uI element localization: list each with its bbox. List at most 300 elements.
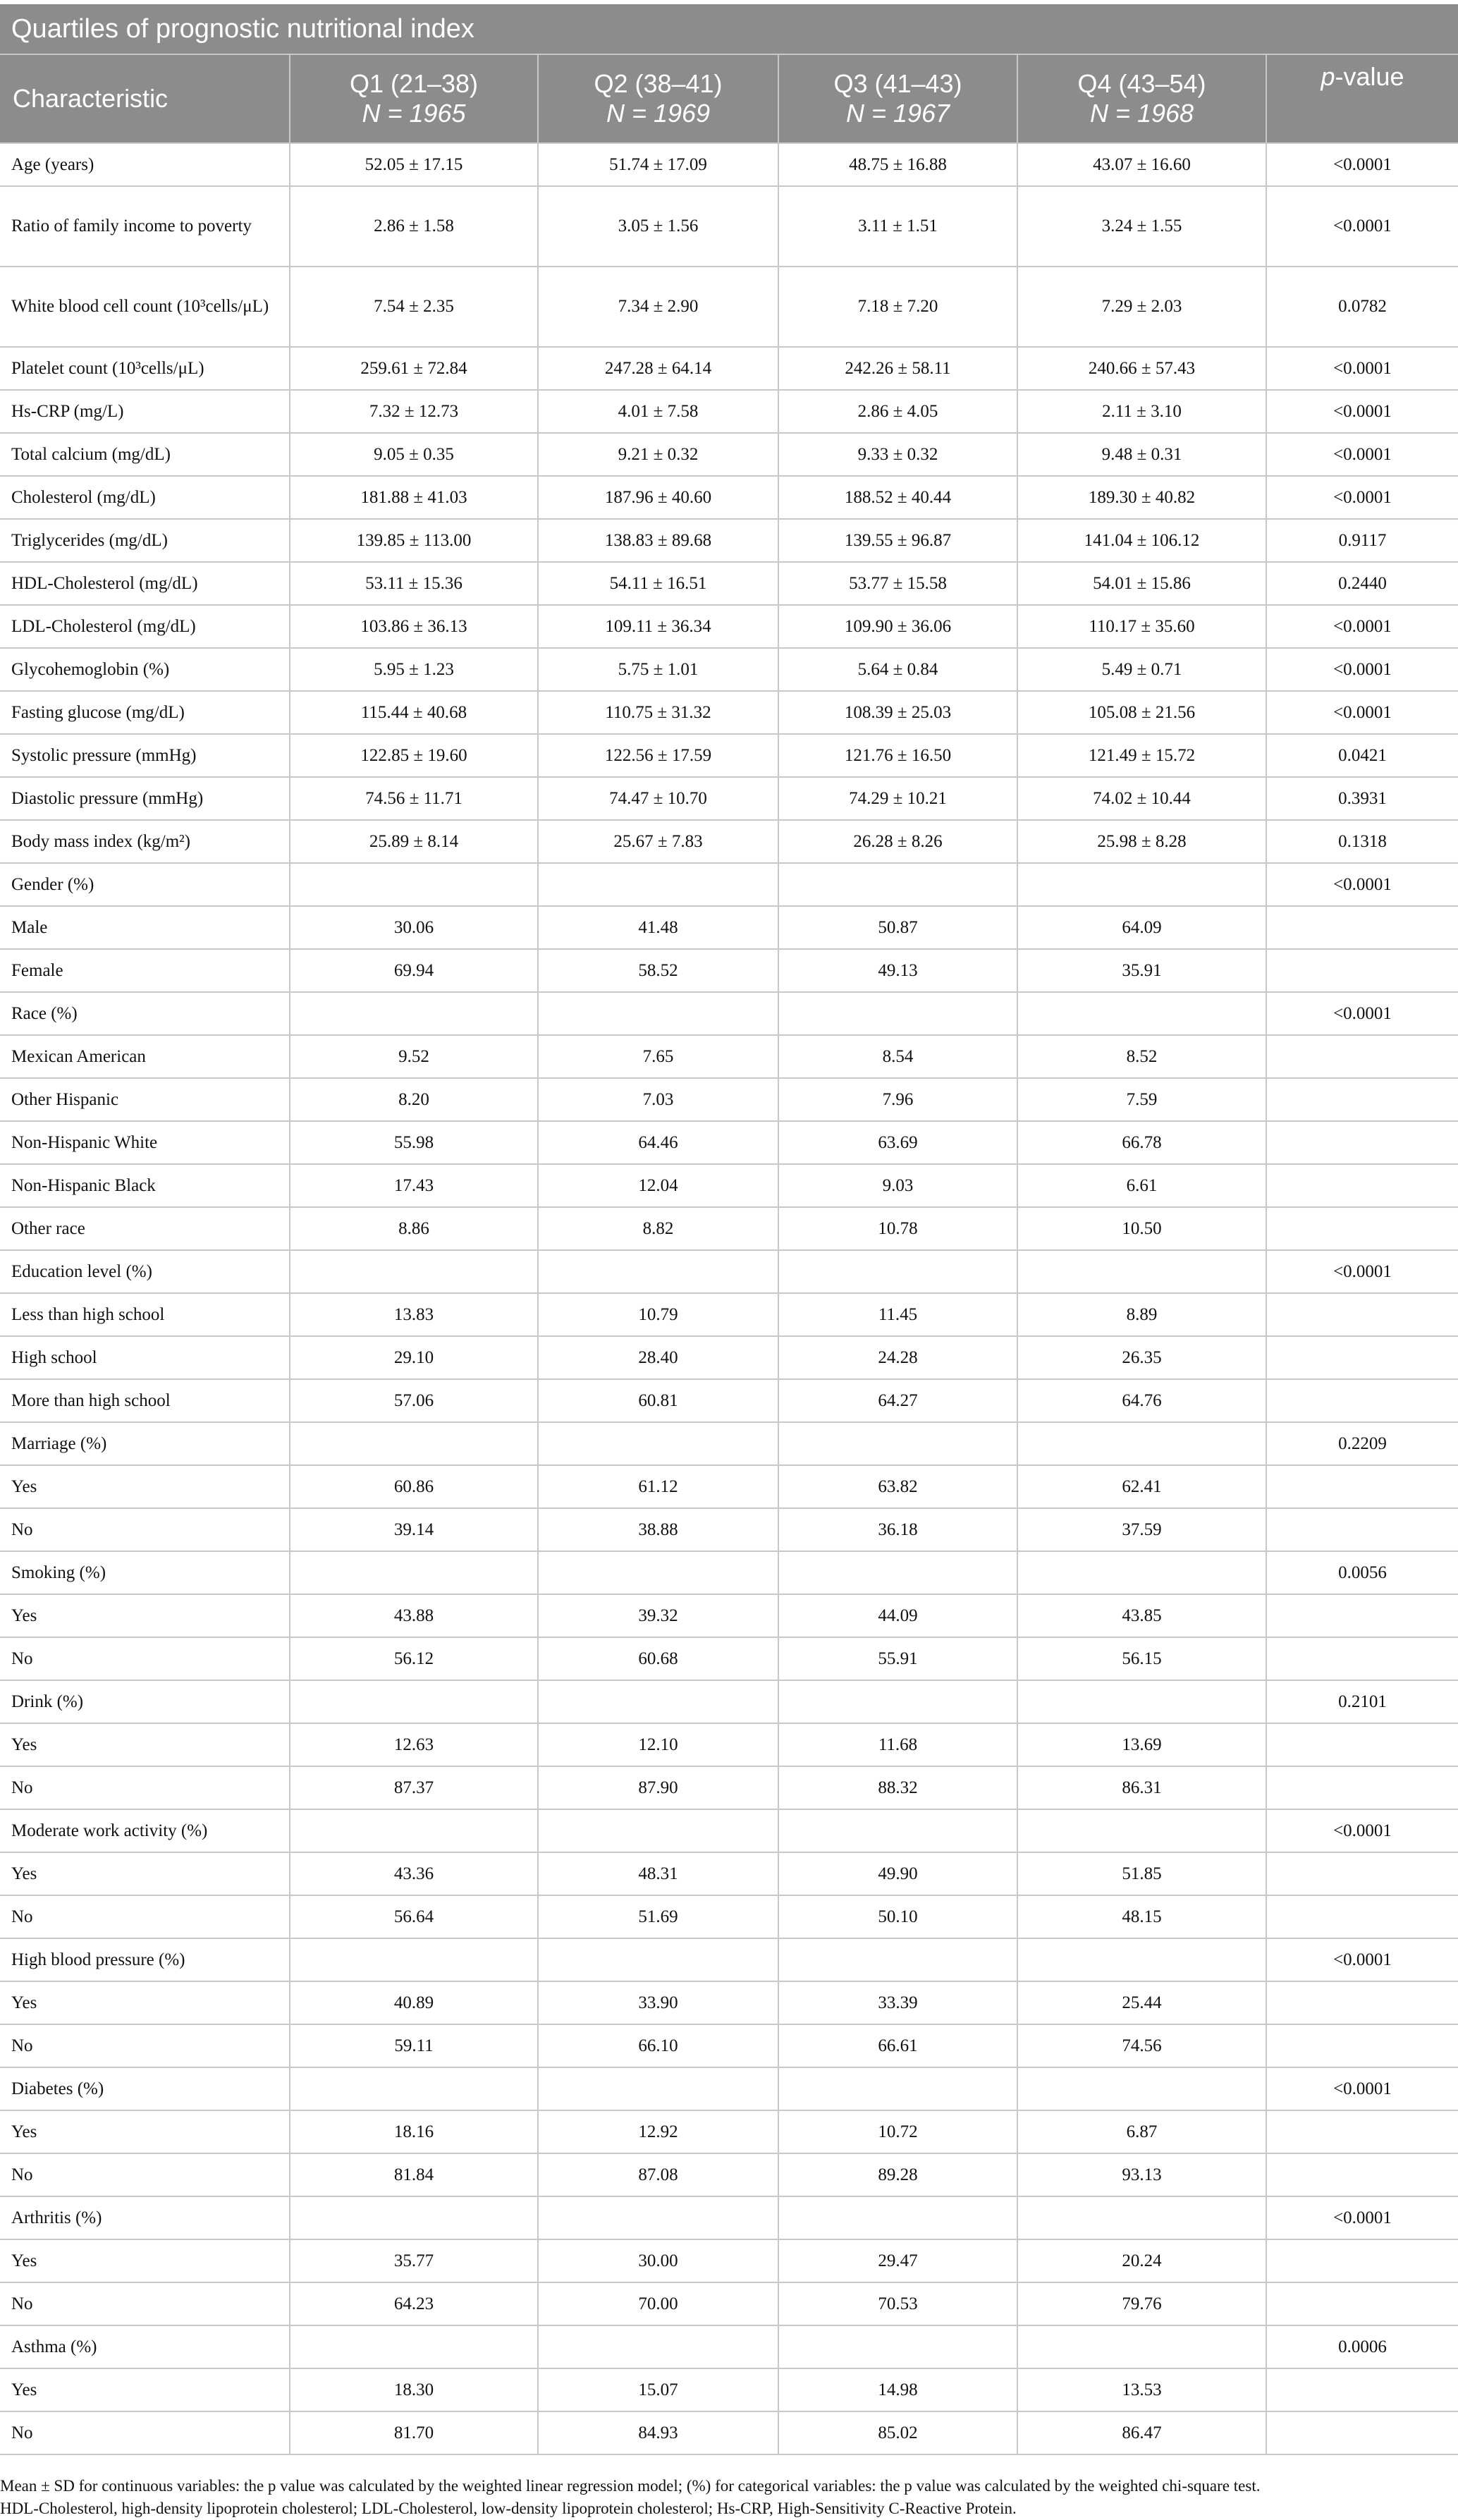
row-label: Smoking (%) bbox=[0, 1551, 290, 1594]
table-row bbox=[0, 863, 1458, 906]
row-label: Ratio of family income to poverty bbox=[0, 186, 290, 267]
table-row bbox=[0, 1809, 1458, 1852]
value-cell: 39.14 bbox=[290, 1508, 538, 1551]
row-label: Other race bbox=[0, 1207, 290, 1250]
p-value-cell bbox=[1266, 2282, 1458, 2325]
value-cell: 26.28 ± 8.26 bbox=[778, 820, 1017, 863]
footnote-stats: Mean ± SD for continuous variables: the p value was calculated by the weighted linear regression model; (%) for categorical variables: the p value was calculated by the weighted chi-square test. bbox=[0, 2477, 1261, 2495]
p-value-cell: 0.2209 bbox=[1266, 1422, 1458, 1465]
value-cell bbox=[538, 863, 778, 906]
value-cell: 8.54 bbox=[778, 1035, 1017, 1078]
value-cell: 63.69 bbox=[778, 1121, 1017, 1164]
p-value-cell: <0.0001 bbox=[1266, 433, 1458, 476]
table-row bbox=[0, 1035, 1458, 1078]
value-cell: 53.77 ± 15.58 bbox=[778, 562, 1017, 605]
row-label: Less than high school bbox=[0, 1293, 290, 1336]
value-cell: 20.24 bbox=[1017, 2239, 1266, 2282]
value-cell: 8.20 bbox=[290, 1078, 538, 1121]
row-label: LDL-Cholesterol (mg/dL) bbox=[0, 605, 290, 648]
table-row bbox=[0, 2196, 1458, 2239]
table-row bbox=[0, 2282, 1458, 2325]
p-value-cell bbox=[1266, 1164, 1458, 1207]
table-row bbox=[0, 433, 1458, 476]
table-container bbox=[0, 4, 1458, 2455]
value-cell bbox=[1017, 1938, 1266, 1981]
value-cell: 108.39 ± 25.03 bbox=[778, 691, 1017, 734]
table-row bbox=[0, 2024, 1458, 2067]
p-value-cell bbox=[1266, 2110, 1458, 2153]
value-cell: 44.09 bbox=[778, 1594, 1017, 1637]
table-row bbox=[0, 1336, 1458, 1379]
value-cell: 51.69 bbox=[538, 1895, 778, 1938]
value-cell: 74.02 ± 10.44 bbox=[1017, 777, 1266, 820]
value-cell: 56.64 bbox=[290, 1895, 538, 1938]
value-cell: 58.52 bbox=[538, 949, 778, 992]
value-cell bbox=[538, 992, 778, 1035]
value-cell: 2.86 ± 4.05 bbox=[778, 390, 1017, 433]
table-row bbox=[0, 1938, 1458, 1981]
value-cell bbox=[778, 863, 1017, 906]
value-cell: 26.35 bbox=[1017, 1336, 1266, 1379]
table-row bbox=[0, 519, 1458, 562]
p-value-cell: 0.0782 bbox=[1266, 267, 1458, 347]
table-row bbox=[0, 186, 1458, 267]
value-cell: 9.52 bbox=[290, 1035, 538, 1078]
value-cell: 7.59 bbox=[1017, 1078, 1266, 1121]
row-label: Platelet count (10³cells/μL) bbox=[0, 347, 290, 390]
table-row bbox=[0, 992, 1458, 1035]
value-cell: 64.09 bbox=[1017, 906, 1266, 949]
value-cell: 2.11 ± 3.10 bbox=[1017, 390, 1266, 433]
value-cell: 3.05 ± 1.56 bbox=[538, 186, 778, 267]
value-cell bbox=[778, 2325, 1017, 2368]
value-cell bbox=[290, 1938, 538, 1981]
row-label: Gender (%) bbox=[0, 863, 290, 906]
table-row bbox=[0, 2239, 1458, 2282]
p-value-cell bbox=[1266, 2024, 1458, 2067]
table-row bbox=[0, 2153, 1458, 2196]
value-cell: 64.27 bbox=[778, 1379, 1017, 1422]
value-cell bbox=[1017, 863, 1266, 906]
value-cell: 43.07 ± 16.60 bbox=[1017, 143, 1266, 186]
value-cell: 122.85 ± 19.60 bbox=[290, 734, 538, 777]
value-cell: 60.86 bbox=[290, 1465, 538, 1508]
row-label: Moderate work activity (%) bbox=[0, 1809, 290, 1852]
value-cell: 110.75 ± 31.32 bbox=[538, 691, 778, 734]
value-cell: 7.32 ± 12.73 bbox=[290, 390, 538, 433]
value-cell: 13.53 bbox=[1017, 2368, 1266, 2411]
value-cell: 11.45 bbox=[778, 1293, 1017, 1336]
p-value-cell: <0.0001 bbox=[1266, 992, 1458, 1035]
p-value-cell bbox=[1266, 1766, 1458, 1809]
p-value-cell bbox=[1266, 2368, 1458, 2411]
value-cell: 259.61 ± 72.84 bbox=[290, 347, 538, 390]
row-label: No bbox=[0, 2153, 290, 2196]
value-cell: 13.83 bbox=[290, 1293, 538, 1336]
row-label: No bbox=[0, 1895, 290, 1938]
value-cell: 121.76 ± 16.50 bbox=[778, 734, 1017, 777]
value-cell: 56.12 bbox=[290, 1637, 538, 1680]
value-cell: 7.96 bbox=[778, 1078, 1017, 1121]
value-cell: 18.30 bbox=[290, 2368, 538, 2411]
table-row bbox=[0, 2110, 1458, 2153]
value-cell bbox=[538, 2196, 778, 2239]
table-row bbox=[0, 1379, 1458, 1422]
table-row bbox=[0, 1164, 1458, 1207]
row-label: Non-Hispanic Black bbox=[0, 1164, 290, 1207]
value-cell: 74.29 ± 10.21 bbox=[778, 777, 1017, 820]
row-label: More than high school bbox=[0, 1379, 290, 1422]
value-cell: 103.86 ± 36.13 bbox=[290, 605, 538, 648]
value-cell bbox=[1017, 2067, 1266, 2110]
table-title: Quartiles of prognostic nutritional index bbox=[0, 4, 1458, 55]
row-label: Body mass index (kg/m²) bbox=[0, 820, 290, 863]
value-cell: 25.89 ± 8.14 bbox=[290, 820, 538, 863]
row-label: No bbox=[0, 2411, 290, 2454]
row-label: Age (years) bbox=[0, 143, 290, 186]
row-label: Hs-CRP (mg/L) bbox=[0, 390, 290, 433]
table-row bbox=[0, 1852, 1458, 1895]
p-value-cell: 0.0056 bbox=[1266, 1551, 1458, 1594]
table-row bbox=[0, 1422, 1458, 1465]
value-cell: 66.61 bbox=[778, 2024, 1017, 2067]
row-label: Yes bbox=[0, 2368, 290, 2411]
p-value-label: p-value bbox=[1321, 62, 1404, 91]
p-value-cell: 0.1318 bbox=[1266, 820, 1458, 863]
table-row bbox=[0, 1680, 1458, 1723]
value-cell: 64.23 bbox=[290, 2282, 538, 2325]
value-cell: 9.48 ± 0.31 bbox=[1017, 433, 1266, 476]
value-cell: 10.79 bbox=[538, 1293, 778, 1336]
value-cell: 115.44 ± 40.68 bbox=[290, 691, 538, 734]
p-value-cell: <0.0001 bbox=[1266, 2196, 1458, 2239]
value-cell bbox=[1017, 1809, 1266, 1852]
value-cell: 43.36 bbox=[290, 1852, 538, 1895]
value-cell: 12.63 bbox=[290, 1723, 538, 1766]
value-cell: 109.11 ± 36.34 bbox=[538, 605, 778, 648]
value-cell: 12.92 bbox=[538, 2110, 778, 2153]
row-label: Arthritis (%) bbox=[0, 2196, 290, 2239]
table-row bbox=[0, 949, 1458, 992]
value-cell bbox=[290, 1551, 538, 1594]
value-cell: 25.98 ± 8.28 bbox=[1017, 820, 1266, 863]
p-value-cell bbox=[1266, 1121, 1458, 1164]
row-label: Yes bbox=[0, 1981, 290, 2024]
value-cell bbox=[290, 1250, 538, 1293]
p-value-cell: <0.0001 bbox=[1266, 1250, 1458, 1293]
row-label: Yes bbox=[0, 1723, 290, 1766]
value-cell: 141.04 ± 106.12 bbox=[1017, 519, 1266, 562]
value-cell: 6.87 bbox=[1017, 2110, 1266, 2153]
value-cell: 33.39 bbox=[778, 1981, 1017, 2024]
value-cell bbox=[538, 1551, 778, 1594]
row-label: Fasting glucose (mg/dL) bbox=[0, 691, 290, 734]
row-label: Diabetes (%) bbox=[0, 2067, 290, 2110]
value-cell: 7.29 ± 2.03 bbox=[1017, 267, 1266, 347]
table-footnotes bbox=[0, 2475, 1458, 2520]
value-cell bbox=[778, 992, 1017, 1035]
p-value-cell bbox=[1266, 1508, 1458, 1551]
value-cell: 86.47 bbox=[1017, 2411, 1266, 2454]
value-cell: 57.06 bbox=[290, 1379, 538, 1422]
p-value-cell bbox=[1266, 1078, 1458, 1121]
row-label: Yes bbox=[0, 2110, 290, 2153]
value-cell: 29.10 bbox=[290, 1336, 538, 1379]
p-value-cell: <0.0001 bbox=[1266, 347, 1458, 390]
value-cell: 60.68 bbox=[538, 1637, 778, 1680]
value-cell bbox=[290, 1680, 538, 1723]
value-cell: 50.10 bbox=[778, 1895, 1017, 1938]
value-cell: 49.90 bbox=[778, 1852, 1017, 1895]
value-cell: 74.56 bbox=[1017, 2024, 1266, 2067]
table-row bbox=[0, 347, 1458, 390]
p-value-cell bbox=[1266, 1379, 1458, 1422]
value-cell: 5.75 ± 1.01 bbox=[538, 648, 778, 691]
value-cell: 242.26 ± 58.11 bbox=[778, 347, 1017, 390]
p-value-cell: <0.0001 bbox=[1266, 186, 1458, 267]
table-body bbox=[0, 143, 1458, 2454]
row-label: Mexican American bbox=[0, 1035, 290, 1078]
row-label: No bbox=[0, 2282, 290, 2325]
table-row bbox=[0, 267, 1458, 347]
value-cell: 54.11 ± 16.51 bbox=[538, 562, 778, 605]
value-cell: 62.41 bbox=[1017, 1465, 1266, 1508]
value-cell: 93.13 bbox=[1017, 2153, 1266, 2196]
header-q2: Q2 (38–41) N = 1969 bbox=[538, 55, 778, 143]
value-cell bbox=[290, 863, 538, 906]
p-value-cell bbox=[1266, 2153, 1458, 2196]
table-row bbox=[0, 1207, 1458, 1250]
table-row bbox=[0, 1594, 1458, 1637]
p-value-cell bbox=[1266, 906, 1458, 949]
value-cell: 52.05 ± 17.15 bbox=[290, 143, 538, 186]
table-row bbox=[0, 1766, 1458, 1809]
value-cell: 64.76 bbox=[1017, 1379, 1266, 1422]
value-cell: 139.85 ± 113.00 bbox=[290, 519, 538, 562]
value-cell bbox=[1017, 1422, 1266, 1465]
value-cell: 18.16 bbox=[290, 2110, 538, 2153]
value-cell: 8.89 bbox=[1017, 1293, 1266, 1336]
value-cell: 15.07 bbox=[538, 2368, 778, 2411]
value-cell bbox=[290, 2196, 538, 2239]
table-row bbox=[0, 1637, 1458, 1680]
value-cell bbox=[778, 2067, 1017, 2110]
row-label: No bbox=[0, 1766, 290, 1809]
value-cell: 35.77 bbox=[290, 2239, 538, 2282]
header-row bbox=[0, 55, 1458, 143]
value-cell: 61.12 bbox=[538, 1465, 778, 1508]
value-cell: 48.75 ± 16.88 bbox=[778, 143, 1017, 186]
value-cell bbox=[1017, 1551, 1266, 1594]
p-value-cell bbox=[1266, 1981, 1458, 2024]
p-value-cell bbox=[1266, 2239, 1458, 2282]
row-label: Female bbox=[0, 949, 290, 992]
value-cell: 48.15 bbox=[1017, 1895, 1266, 1938]
value-cell: 8.52 bbox=[1017, 1035, 1266, 1078]
value-cell bbox=[1017, 2325, 1266, 2368]
row-label: Yes bbox=[0, 1594, 290, 1637]
value-cell bbox=[290, 2067, 538, 2110]
value-cell: 24.28 bbox=[778, 1336, 1017, 1379]
p-value-cell bbox=[1266, 1637, 1458, 1680]
p-value-cell: 0.2440 bbox=[1266, 562, 1458, 605]
value-cell: 6.61 bbox=[1017, 1164, 1266, 1207]
value-cell: 105.08 ± 21.56 bbox=[1017, 691, 1266, 734]
value-cell: 69.94 bbox=[290, 949, 538, 992]
value-cell bbox=[538, 1938, 778, 1981]
p-value-cell: 0.3931 bbox=[1266, 777, 1458, 820]
row-label: Asthma (%) bbox=[0, 2325, 290, 2368]
header-q4: Q4 (43–54) N = 1968 bbox=[1017, 55, 1266, 143]
value-cell bbox=[1017, 2196, 1266, 2239]
value-cell: 84.93 bbox=[538, 2411, 778, 2454]
value-cell: 8.86 bbox=[290, 1207, 538, 1250]
value-cell: 88.32 bbox=[778, 1766, 1017, 1809]
value-cell: 48.31 bbox=[538, 1852, 778, 1895]
table-row bbox=[0, 1465, 1458, 1508]
row-label: White blood cell count (10³cells/μL) bbox=[0, 267, 290, 347]
value-cell bbox=[538, 1680, 778, 1723]
p-value-cell: <0.0001 bbox=[1266, 390, 1458, 433]
header-p-value bbox=[1266, 55, 1458, 143]
p-value-cell: <0.0001 bbox=[1266, 605, 1458, 648]
value-cell: 49.13 bbox=[778, 949, 1017, 992]
value-cell: 66.78 bbox=[1017, 1121, 1266, 1164]
value-cell: 8.82 bbox=[538, 1207, 778, 1250]
value-cell: 10.78 bbox=[778, 1207, 1017, 1250]
row-label: No bbox=[0, 1508, 290, 1551]
value-cell: 5.64 ± 0.84 bbox=[778, 648, 1017, 691]
value-cell: 138.83 ± 89.68 bbox=[538, 519, 778, 562]
value-cell: 13.69 bbox=[1017, 1723, 1266, 1766]
row-label: High blood pressure (%) bbox=[0, 1938, 290, 1981]
value-cell bbox=[538, 1422, 778, 1465]
row-label: Yes bbox=[0, 2239, 290, 2282]
value-cell: 189.30 ± 40.82 bbox=[1017, 476, 1266, 519]
value-cell: 74.56 ± 11.71 bbox=[290, 777, 538, 820]
row-label: Total calcium (mg/dL) bbox=[0, 433, 290, 476]
value-cell: 121.49 ± 15.72 bbox=[1017, 734, 1266, 777]
p-value-cell: <0.0001 bbox=[1266, 691, 1458, 734]
table-row bbox=[0, 2411, 1458, 2454]
table-row bbox=[0, 2325, 1458, 2368]
row-label: Marriage (%) bbox=[0, 1422, 290, 1465]
value-cell bbox=[778, 1809, 1017, 1852]
table-row bbox=[0, 2067, 1458, 2110]
value-cell: 3.24 ± 1.55 bbox=[1017, 186, 1266, 267]
p-value-cell bbox=[1266, 949, 1458, 992]
value-cell: 74.47 ± 10.70 bbox=[538, 777, 778, 820]
p-value-cell: <0.0001 bbox=[1266, 863, 1458, 906]
value-cell bbox=[778, 1680, 1017, 1723]
value-cell: 35.91 bbox=[1017, 949, 1266, 992]
value-cell: 43.85 bbox=[1017, 1594, 1266, 1637]
value-cell bbox=[778, 1250, 1017, 1293]
table-row bbox=[0, 1250, 1458, 1293]
p-value-cell: <0.0001 bbox=[1266, 648, 1458, 691]
value-cell: 81.84 bbox=[290, 2153, 538, 2196]
table-row bbox=[0, 820, 1458, 863]
value-cell: 63.82 bbox=[778, 1465, 1017, 1508]
value-cell: 37.59 bbox=[1017, 1508, 1266, 1551]
table-row bbox=[0, 691, 1458, 734]
p-value-cell: <0.0001 bbox=[1266, 476, 1458, 519]
row-label: Male bbox=[0, 906, 290, 949]
row-label: Other Hispanic bbox=[0, 1078, 290, 1121]
p-value-cell bbox=[1266, 1035, 1458, 1078]
value-cell: 181.88 ± 41.03 bbox=[290, 476, 538, 519]
value-cell bbox=[1017, 992, 1266, 1035]
p-value-cell bbox=[1266, 1336, 1458, 1379]
row-label: No bbox=[0, 2024, 290, 2067]
value-cell bbox=[290, 992, 538, 1035]
row-label: Race (%) bbox=[0, 992, 290, 1035]
value-cell: 14.98 bbox=[778, 2368, 1017, 2411]
row-label: Non-Hispanic White bbox=[0, 1121, 290, 1164]
value-cell bbox=[1017, 1680, 1266, 1723]
value-cell: 4.01 ± 7.58 bbox=[538, 390, 778, 433]
value-cell: 29.47 bbox=[778, 2239, 1017, 2282]
table-row bbox=[0, 1981, 1458, 2024]
value-cell: 41.48 bbox=[538, 906, 778, 949]
value-cell bbox=[1017, 1250, 1266, 1293]
value-cell bbox=[778, 1551, 1017, 1594]
value-cell: 7.34 ± 2.90 bbox=[538, 267, 778, 347]
row-label: Yes bbox=[0, 1465, 290, 1508]
value-cell: 25.44 bbox=[1017, 1981, 1266, 2024]
value-cell bbox=[290, 2325, 538, 2368]
value-cell bbox=[538, 1809, 778, 1852]
table-row bbox=[0, 605, 1458, 648]
value-cell: 109.90 ± 36.06 bbox=[778, 605, 1017, 648]
value-cell: 40.89 bbox=[290, 1981, 538, 2024]
value-cell: 30.06 bbox=[290, 906, 538, 949]
value-cell bbox=[538, 2067, 778, 2110]
row-label: Cholesterol (mg/dL) bbox=[0, 476, 290, 519]
value-cell: 70.53 bbox=[778, 2282, 1017, 2325]
value-cell: 30.00 bbox=[538, 2239, 778, 2282]
value-cell: 60.81 bbox=[538, 1379, 778, 1422]
p-value-cell bbox=[1266, 1594, 1458, 1637]
value-cell: 7.18 ± 7.20 bbox=[778, 267, 1017, 347]
row-label: Triglycerides (mg/dL) bbox=[0, 519, 290, 562]
value-cell: 89.28 bbox=[778, 2153, 1017, 2196]
value-cell: 9.05 ± 0.35 bbox=[290, 433, 538, 476]
value-cell: 7.65 bbox=[538, 1035, 778, 1078]
row-label: No bbox=[0, 1637, 290, 1680]
value-cell: 11.68 bbox=[778, 1723, 1017, 1766]
value-cell bbox=[290, 1422, 538, 1465]
table-row bbox=[0, 143, 1458, 186]
value-cell: 87.37 bbox=[290, 1766, 538, 1809]
value-cell: 139.55 ± 96.87 bbox=[778, 519, 1017, 562]
p-value-cell: 0.0421 bbox=[1266, 734, 1458, 777]
value-cell: 87.90 bbox=[538, 1766, 778, 1809]
p-value-cell bbox=[1266, 1293, 1458, 1336]
value-cell: 122.56 ± 17.59 bbox=[538, 734, 778, 777]
value-cell: 188.52 ± 40.44 bbox=[778, 476, 1017, 519]
table-row bbox=[0, 476, 1458, 519]
value-cell bbox=[538, 2325, 778, 2368]
table-row bbox=[0, 1895, 1458, 1938]
value-cell: 70.00 bbox=[538, 2282, 778, 2325]
value-cell: 85.02 bbox=[778, 2411, 1017, 2454]
value-cell: 43.88 bbox=[290, 1594, 538, 1637]
value-cell: 7.54 ± 2.35 bbox=[290, 267, 538, 347]
header-q1: Q1 (21–38) N = 1965 bbox=[290, 55, 538, 143]
table-row bbox=[0, 1293, 1458, 1336]
value-cell: 7.03 bbox=[538, 1078, 778, 1121]
